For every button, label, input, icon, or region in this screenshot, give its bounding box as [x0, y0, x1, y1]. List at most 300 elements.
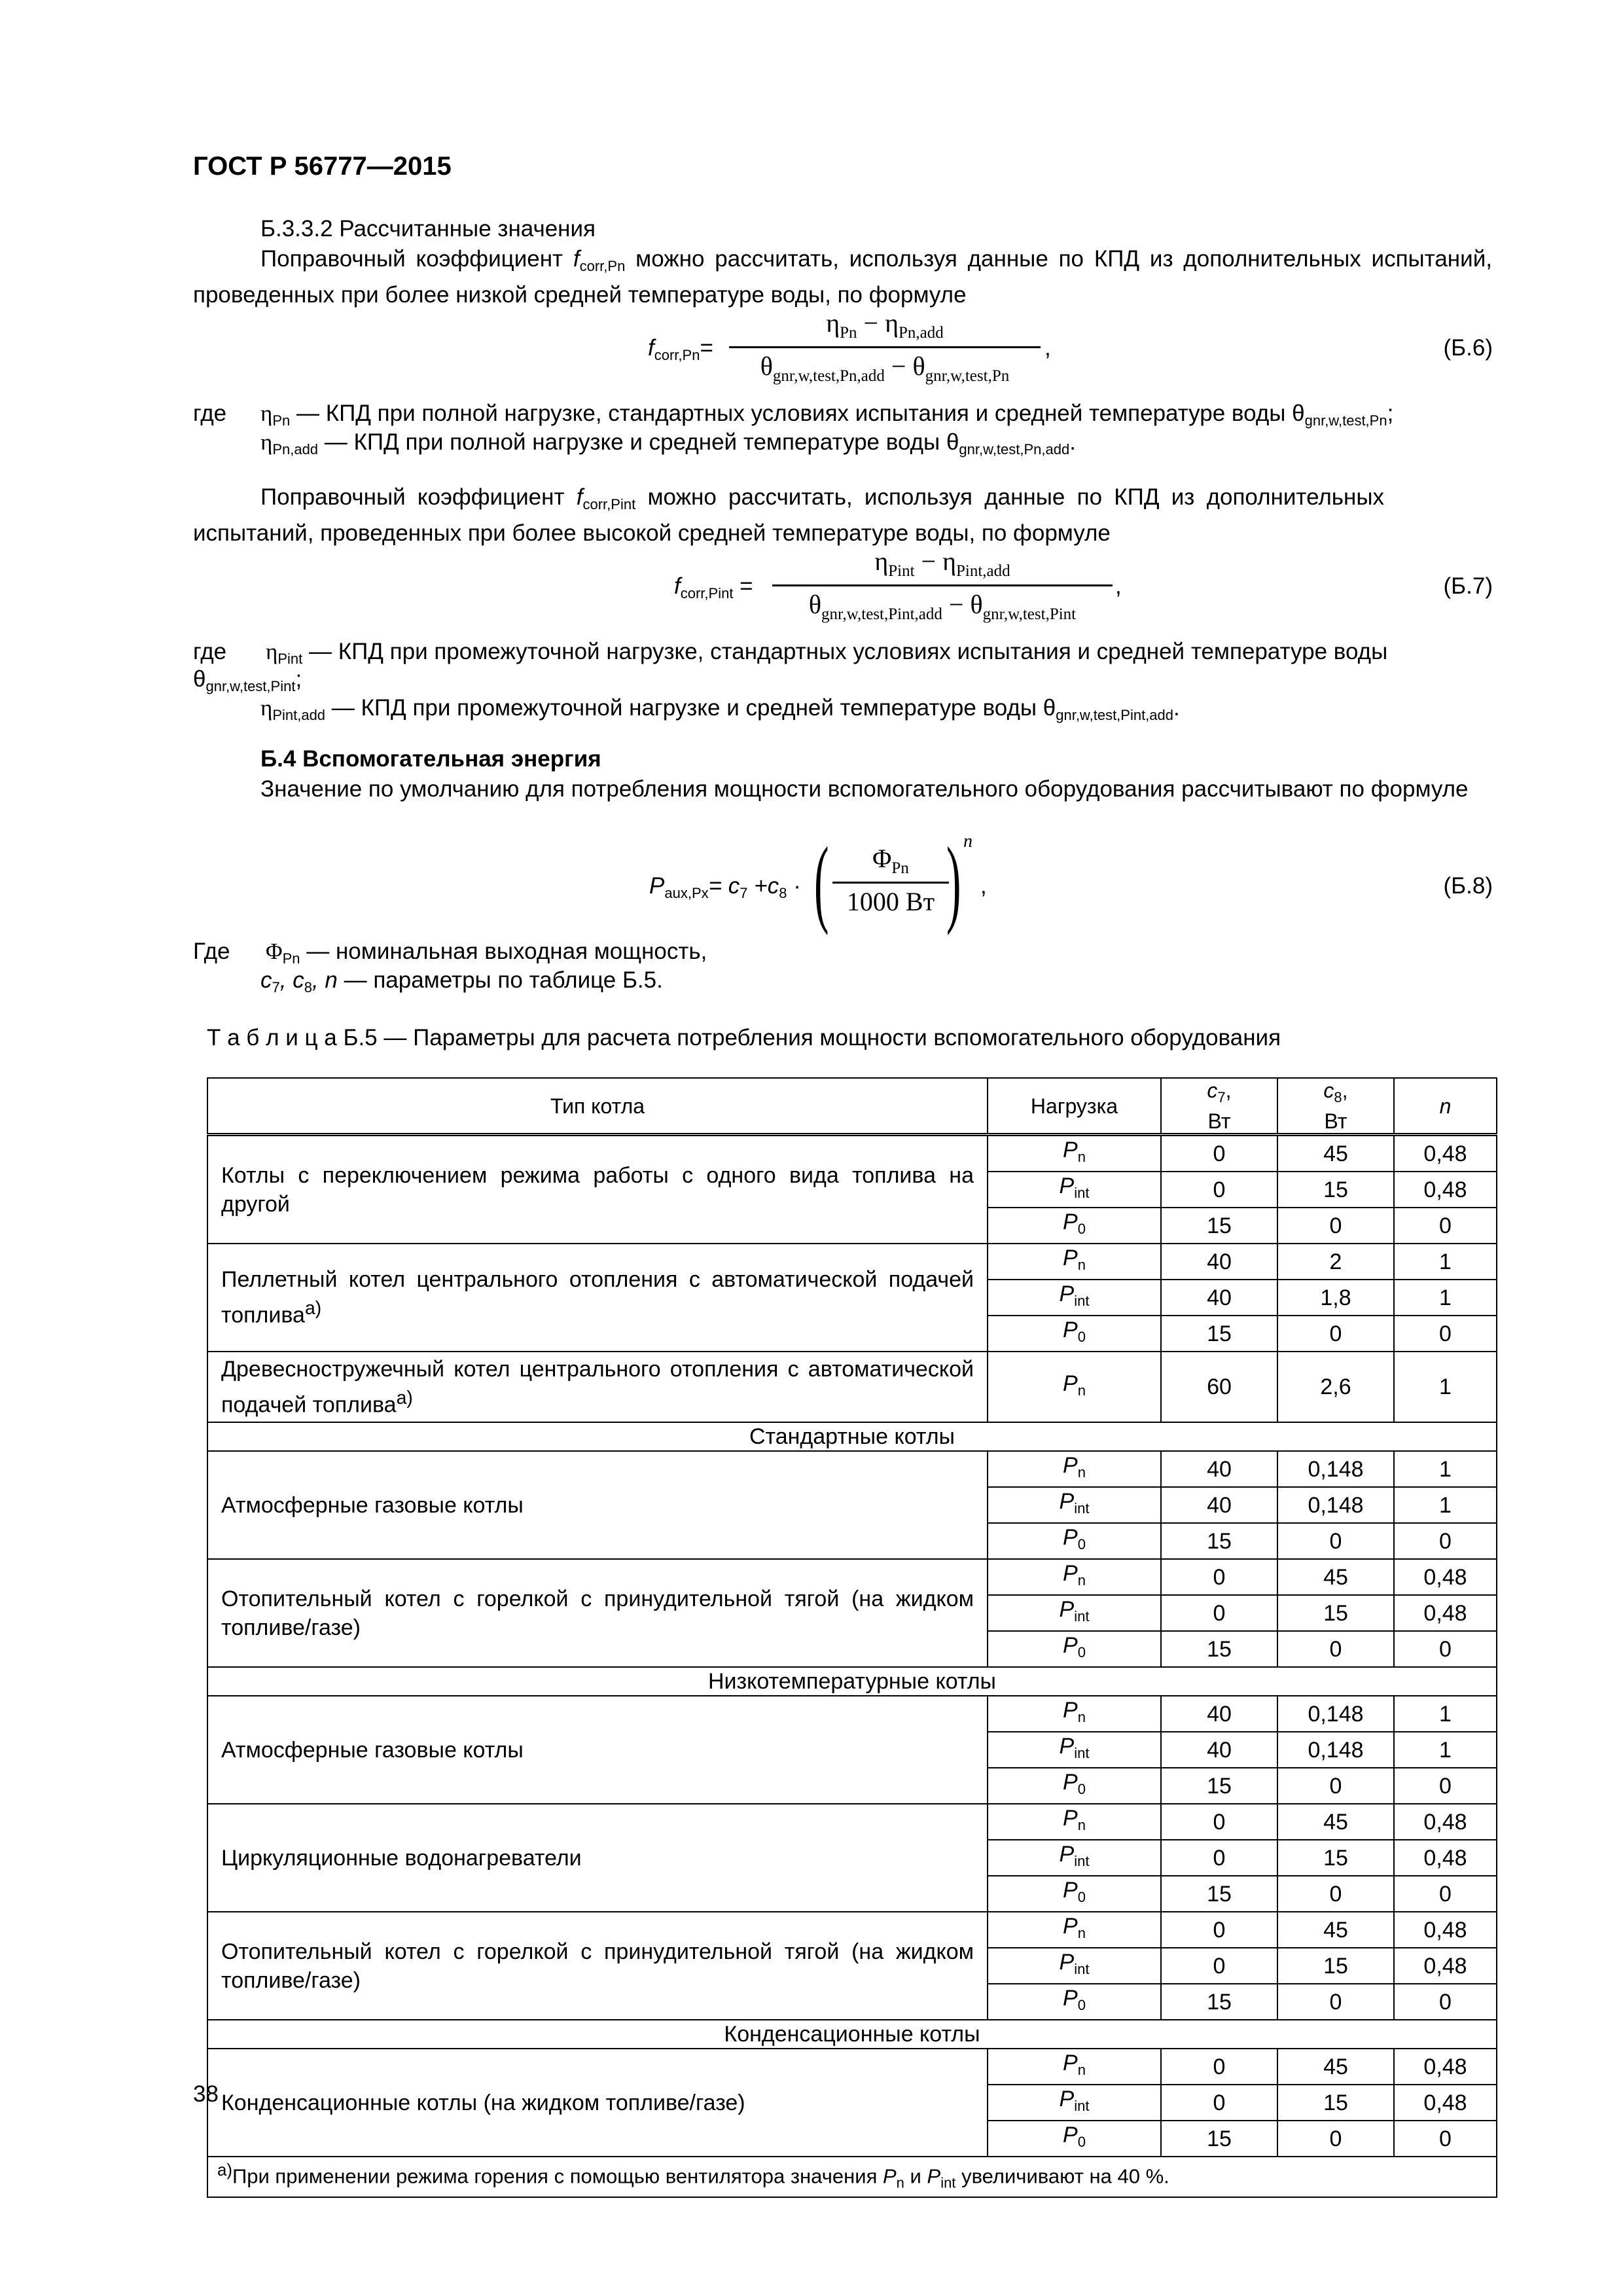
- table-row: [207, 1352, 1497, 1422]
- def1-sub: Pn: [272, 412, 291, 429]
- def4-symbol: η: [260, 695, 273, 721]
- load-cell: [988, 1451, 1161, 1487]
- def3-sub: Pint: [277, 651, 303, 667]
- c8-value: 0: [1277, 1523, 1394, 1559]
- c8-value: 45: [1277, 1912, 1394, 1948]
- c7-symbol: c: [1207, 1079, 1218, 1102]
- boiler-type-name: Отопительный котел с горелкой с принудительной тягой (на жидком топливе/газе): [221, 1939, 974, 1993]
- n-value: 0,48: [1394, 1135, 1497, 1172]
- load-symbol: P: [1059, 1842, 1075, 1867]
- c8-value: 0,148: [1277, 1732, 1394, 1768]
- c7-value: 0: [1161, 1948, 1277, 1984]
- load-subscript: n: [1077, 1464, 1086, 1481]
- para1-line2: испытаний, проведенных при более низкой средней температуре воды, по формуле: [193, 246, 1492, 308]
- load-subscript: int: [1074, 1853, 1090, 1870]
- boiler-type-cell: [207, 1352, 988, 1422]
- load-subscript: n: [1077, 1257, 1086, 1273]
- eq8-denominator: 1000 Вт: [832, 882, 949, 917]
- def4-tsub: gnr,w,test,Pint,add: [1056, 707, 1174, 723]
- load-symbol: P: [1063, 1633, 1078, 1659]
- para1-fsub: corr,Pn: [579, 258, 626, 274]
- c8-value: 0: [1277, 1876, 1394, 1912]
- load-cell: [988, 1732, 1161, 1768]
- load-symbol: P: [1059, 1282, 1075, 1306]
- c7-value: 15: [1161, 1876, 1277, 1912]
- load-subscript: int: [1074, 1293, 1090, 1309]
- c7-comma: ,: [1225, 1079, 1232, 1102]
- def4-text: — КПД при промежуточной нагрузке и средней температуре воды θ: [331, 695, 1056, 721]
- section-title: Низкотемпературные котлы: [207, 1667, 1497, 1696]
- eq7-fraction: [772, 546, 1113, 624]
- load-cell: [988, 1876, 1161, 1912]
- def-params-text: — параметры по таблице Б.5.: [344, 967, 663, 993]
- para1-text: Поправочный коэффициент: [260, 246, 563, 272]
- n-symbol: n: [1439, 1094, 1452, 1118]
- c7-value: 60: [1161, 1352, 1277, 1422]
- def4-sub: Pint,add: [272, 707, 326, 723]
- eq8-dot: ·: [793, 873, 801, 899]
- c8-value: 15: [1277, 1595, 1394, 1631]
- c8-value: 0: [1277, 1768, 1394, 1804]
- load-cell: [988, 1768, 1161, 1804]
- c7-value: 40: [1161, 1280, 1277, 1316]
- boiler-type-cell: [207, 2049, 988, 2157]
- def2-text: — КПД при полной нагрузке и средней температуре воды θ: [324, 429, 959, 455]
- load-subscript: 0: [1077, 1781, 1086, 1798]
- load-subscript: int: [1074, 1185, 1090, 1201]
- load-cell: [988, 1523, 1161, 1559]
- paragraph-fcorr-pint: [193, 483, 1384, 548]
- n-value: 0,48: [1394, 1804, 1497, 1840]
- load-cell: [988, 1316, 1161, 1352]
- def-phi-text: — номинальная выходная мощность,: [306, 939, 707, 964]
- paragraph-aux-power: [193, 775, 1492, 804]
- load-symbol: P: [1063, 1770, 1078, 1795]
- load-cell: [988, 2085, 1161, 2121]
- col-header-c7: [1161, 1078, 1277, 1135]
- c8-value: 15: [1277, 2085, 1394, 2121]
- load-subscript: 0: [1077, 1329, 1086, 1345]
- where-label-2: где: [193, 639, 227, 664]
- eq8-plus-c8: +c: [754, 873, 779, 899]
- col-header-n: [1394, 1078, 1497, 1135]
- eq8-exponent: n: [963, 831, 972, 852]
- col-header-load: Нагрузка: [988, 1078, 1161, 1135]
- load-cell: [988, 1172, 1161, 1208]
- footnote-text2: увеличивают на 40 %.: [961, 2164, 1169, 2188]
- eq8-right-paren: ): [946, 827, 961, 936]
- page-number: 38: [193, 2081, 219, 2107]
- load-subscript: 0: [1077, 1997, 1086, 2014]
- c7-value: 0: [1161, 1804, 1277, 1840]
- load-symbol: P: [1063, 1138, 1078, 1162]
- load-subscript: n: [1077, 1572, 1086, 1589]
- table-row: [207, 1135, 1497, 1172]
- n-value: 1: [1394, 1280, 1497, 1316]
- c8-symbol: c: [1323, 1079, 1334, 1102]
- c8-value: 45: [1277, 1135, 1394, 1172]
- load-symbol: P: [1063, 1246, 1078, 1270]
- footnote-text1: При применении режима горения с помощью вентилятора значения: [232, 2164, 878, 2188]
- where-label-3: Где: [193, 939, 230, 964]
- table-row: [207, 1559, 1497, 1595]
- load-cell: [988, 1352, 1161, 1422]
- col-header-c8: [1277, 1078, 1394, 1135]
- boiler-type-cell: [207, 1804, 988, 1912]
- table-row: [207, 1696, 1497, 1732]
- boiler-type-name: Атмосферные газовые котлы: [221, 1492, 524, 1518]
- footnote-P1-sub: n: [896, 2174, 904, 2191]
- eq6-f-sub: corr,Pn: [654, 347, 700, 363]
- load-subscript: int: [1074, 1500, 1090, 1517]
- def1-text: — КПД при полной нагрузке, стандартных условиях испытания и средней температуре воды θ: [296, 401, 1305, 426]
- para1-rest: можно рассчитать, используя данные по КПД из дополнительных: [635, 246, 1361, 272]
- load-cell: [988, 1559, 1161, 1595]
- eq6-f: f: [648, 335, 654, 361]
- section-title: Стандартные котлы: [207, 1422, 1497, 1451]
- load-symbol: P: [1063, 1698, 1078, 1723]
- load-symbol: P: [1063, 1986, 1078, 2011]
- c8-unit: Вт: [1324, 1109, 1347, 1133]
- table-caption: [207, 1025, 1281, 1051]
- para1-f: f: [573, 246, 580, 272]
- para2-f: f: [576, 484, 583, 510]
- section-title: Конденсационные котлы: [207, 2020, 1497, 2049]
- def3-symbol: η: [266, 639, 278, 664]
- eq6-number: (Б.6): [1443, 335, 1493, 361]
- c7-unit: Вт: [1207, 1109, 1231, 1133]
- eq6-numerator: $\eta_{Pn} - \eta_{Pn,add}$: [826, 308, 944, 342]
- eq6-lhs: [648, 335, 713, 364]
- c8-value: 0: [1277, 1631, 1394, 1667]
- load-symbol: P: [1063, 1806, 1078, 1831]
- n-value: 1: [1394, 1352, 1497, 1422]
- eq7-comma: ,: [1115, 573, 1122, 599]
- eq6-comma: ,: [1044, 335, 1051, 361]
- table-row: [207, 2049, 1497, 2085]
- eq8-fraction: [832, 843, 949, 917]
- para2-text: Поправочный коэффициент: [260, 484, 565, 510]
- n-value: 0,48: [1394, 1595, 1497, 1631]
- eq8-lhs: [649, 873, 801, 902]
- footnote-P1: P: [882, 2164, 897, 2188]
- eq8-left-paren: (: [814, 827, 829, 936]
- c8-value: 2,6: [1277, 1352, 1394, 1422]
- footnote-P2: P: [927, 2164, 941, 2188]
- paragraph-fcorr-pn: [193, 245, 1492, 310]
- load-symbol: P: [1063, 2051, 1078, 2076]
- section-row: [207, 1422, 1497, 1451]
- def-eta-pint: [266, 639, 1387, 668]
- load-cell: [988, 1487, 1161, 1523]
- c7-value: 0: [1161, 1172, 1277, 1208]
- boiler-type-name: Циркуляционные водонагреватели: [221, 1845, 582, 1871]
- load-cell: [988, 1984, 1161, 2020]
- load-symbol: P: [1059, 2087, 1075, 2112]
- n-value: 0,48: [1394, 1172, 1497, 1208]
- c8-sub: 8: [1334, 1089, 1342, 1105]
- load-subscript: 0: [1077, 1536, 1086, 1553]
- c7-value: 0: [1161, 1559, 1277, 1595]
- def1-end: ;: [1387, 401, 1394, 426]
- eq7-equals: =: [740, 573, 753, 599]
- boiler-type-cell: [207, 1244, 988, 1352]
- c8-value: 45: [1277, 1804, 1394, 1840]
- load-symbol: P: [1059, 1489, 1075, 1515]
- load-symbol: P: [1063, 1914, 1078, 1939]
- document-header: ГОСТ Р 56777—2015: [193, 152, 452, 181]
- c7-value: 40: [1161, 1451, 1277, 1487]
- eq7-f-sub: corr,Pint: [680, 585, 734, 601]
- def3-end: ;: [295, 666, 302, 692]
- table-footnote-row: [207, 2157, 1497, 2197]
- table-body: [207, 1135, 1497, 2157]
- n-value: 1: [1394, 1244, 1497, 1280]
- c7-value: 0: [1161, 1135, 1277, 1172]
- eq8-c8-sub: 8: [779, 885, 787, 901]
- load-subscript: n: [1077, 1149, 1086, 1165]
- load-subscript: 0: [1077, 1889, 1086, 1906]
- boiler-type-name: Котлы с переключением режима работы с одного вида топлива на другой: [221, 1162, 974, 1217]
- load-symbol: P: [1063, 1878, 1078, 1903]
- eq8-eq-c7: = c: [708, 873, 740, 899]
- load-subscript: n: [1077, 1925, 1086, 1942]
- boiler-type-cell: [207, 1135, 988, 1244]
- def-c8: , c: [279, 967, 304, 993]
- boiler-type-name: Отопительный котел с горелкой с принудительной тягой (на жидком топливе/газе): [221, 1586, 974, 1640]
- eq8-P: P: [649, 873, 665, 899]
- load-cell: [988, 1696, 1161, 1732]
- c7-value: 15: [1161, 1208, 1277, 1244]
- load-cell: [988, 2121, 1161, 2157]
- c7-value: 15: [1161, 1768, 1277, 1804]
- n-value: 1: [1394, 1732, 1497, 1768]
- c8-value: 15: [1277, 1948, 1394, 1984]
- c7-value: 40: [1161, 1487, 1277, 1523]
- c7-value: 15: [1161, 1631, 1277, 1667]
- footnote-ref: а): [304, 1298, 322, 1319]
- def2-tsub: gnr,w,test,Pn,add: [959, 441, 1070, 457]
- c7-value: 40: [1161, 1732, 1277, 1768]
- c8-value: 0: [1277, 2121, 1394, 2157]
- load-subscript: n: [1077, 1382, 1086, 1399]
- load-symbol: P: [1063, 1453, 1078, 1479]
- c8-value: 0,148: [1277, 1451, 1394, 1487]
- load-subscript: int: [1074, 1961, 1090, 1978]
- n-value: 0: [1394, 1984, 1497, 2020]
- footnote-ref: а): [396, 1388, 413, 1408]
- eq8-P-sub: aux,Px: [664, 885, 709, 901]
- c7-sub: 7: [1217, 1089, 1226, 1105]
- c8-value: 0,148: [1277, 1696, 1394, 1732]
- eq7-number: (Б.7): [1443, 573, 1493, 599]
- footnote-and: и: [910, 2164, 921, 2188]
- table-row: [207, 1912, 1497, 1948]
- load-subscript: int: [1074, 1745, 1090, 1762]
- load-symbol: P: [1059, 1597, 1075, 1623]
- table-row: [207, 1804, 1497, 1840]
- n-value: 0: [1394, 1768, 1497, 1804]
- def2-end: .: [1069, 429, 1076, 455]
- def-eta-pn-add: [260, 429, 1076, 458]
- boiler-type-cell: [207, 1912, 988, 2020]
- def-phi-pn: [266, 939, 707, 967]
- def-eta-pn: [260, 401, 1393, 429]
- n-value: 0,48: [1394, 2049, 1497, 2085]
- def3-theta: θ: [193, 666, 206, 692]
- n-value: 0,48: [1394, 1948, 1497, 1984]
- para2-fsub: corr,Pint: [582, 496, 636, 512]
- c8-value: 45: [1277, 1559, 1394, 1595]
- c8-value: 0: [1277, 1208, 1394, 1244]
- eq6-equals: =: [700, 335, 713, 361]
- c7-value: 15: [1161, 1984, 1277, 2020]
- load-cell: [988, 1840, 1161, 1876]
- table-row: [207, 1244, 1497, 1280]
- eq8-number: (Б.8): [1443, 873, 1493, 899]
- boiler-type-cell: [207, 1559, 988, 1667]
- table-row: [207, 1451, 1497, 1487]
- load-subscript: 0: [1077, 1221, 1086, 1237]
- where-label-1: где: [193, 401, 227, 426]
- n-value: 1: [1394, 1696, 1497, 1732]
- eq8-comma: ,: [980, 873, 987, 899]
- c7-value: 0: [1161, 2085, 1277, 2121]
- eq8-c7-sub: 7: [740, 885, 748, 901]
- def-c7-sub: 7: [272, 979, 280, 996]
- def-phi-symbol: Φ: [266, 939, 283, 964]
- b4-para-line2: формуле: [1370, 776, 1469, 802]
- def3-text: — КПД при промежуточной нагрузке, стандартных условиях испытания и средней температуре воды: [308, 639, 1388, 664]
- load-symbol: P: [1063, 1318, 1078, 1342]
- boiler-type-cell: [207, 1696, 988, 1804]
- def-phi-sub: Pn: [282, 950, 300, 967]
- b4-para-line1: Значение по умолчанию для потребления мощности вспомогательного оборудования рассчитывают по: [260, 776, 1364, 802]
- load-cell: [988, 1631, 1161, 1667]
- load-symbol: P: [1063, 1561, 1078, 1587]
- load-subscript: int: [1074, 1608, 1090, 1625]
- load-cell: [988, 1595, 1161, 1631]
- c7-value: 40: [1161, 1696, 1277, 1732]
- c8-value: 0: [1277, 1316, 1394, 1352]
- para2-rest: можно рассчитать, используя данные по КПД из дополнительных: [647, 484, 1385, 510]
- def2-symbol: η: [260, 429, 273, 455]
- def2-sub: Pn,add: [272, 441, 319, 457]
- c7-value: 0: [1161, 1912, 1277, 1948]
- c7-value: 0: [1161, 2049, 1277, 2085]
- n-value: 0: [1394, 1876, 1497, 1912]
- load-subscript: n: [1077, 2062, 1086, 2079]
- c7-value: 15: [1161, 2121, 1277, 2157]
- def3-tsub: gnr,w,test,Pint: [205, 678, 296, 694]
- c8-value: 1,8: [1277, 1280, 1394, 1316]
- def4-end: .: [1173, 695, 1180, 721]
- load-subscript: n: [1077, 1709, 1086, 1726]
- c8-value: 15: [1277, 1840, 1394, 1876]
- load-cell: [988, 1280, 1161, 1316]
- section-row: [207, 2020, 1497, 2049]
- c8-value: 45: [1277, 2049, 1394, 2085]
- load-symbol: P: [1063, 1210, 1078, 1234]
- eq7-denominator: $\theta_{gnr,w,test,Pint,add} - \theta_{gnr,w,test,Pint}$: [772, 584, 1113, 624]
- c8-value: 0,148: [1277, 1487, 1394, 1523]
- section-row: [207, 1667, 1497, 1696]
- n-value: 0: [1394, 2121, 1497, 2157]
- eq7-f: f: [674, 573, 681, 599]
- def1-symbol: η: [260, 401, 273, 426]
- eq7-lhs: [674, 573, 753, 602]
- boiler-type-cell: [207, 1451, 988, 1559]
- load-subscript: int: [1074, 2098, 1090, 2115]
- table-caption-text: Б.5 — Параметры для расчета потребления мощности вспомогательного оборудования: [343, 1025, 1281, 1050]
- n-value: 1: [1394, 1451, 1497, 1487]
- eq8-numerator: $\Phi_{Pn}$: [872, 844, 909, 877]
- load-symbol: P: [1063, 1525, 1078, 1551]
- c7-value: 15: [1161, 1523, 1277, 1559]
- load-cell: [988, 1135, 1161, 1172]
- boiler-type-name: Конденсационные котлы (на жидком топливе/газе): [221, 2090, 745, 2115]
- load-cell: [988, 1208, 1161, 1244]
- table-footnote: [207, 2157, 1497, 2197]
- load-symbol: P: [1059, 1734, 1075, 1759]
- def-c7: c: [260, 967, 272, 993]
- load-symbol: P: [1059, 1174, 1075, 1198]
- eq6-fraction: [729, 308, 1041, 386]
- n-value: 1: [1394, 1487, 1497, 1523]
- n-value: 0,48: [1394, 1912, 1497, 1948]
- boiler-type-name: Древесностружечный котел центрального отопления с автоматической подачей топлива: [221, 1357, 974, 1418]
- def-eta-pint-add: [260, 695, 1180, 724]
- footnote-P2-sub: int: [940, 2174, 956, 2191]
- def-c8-sub: 8: [304, 979, 312, 996]
- footnote-mark: а): [217, 2161, 232, 2180]
- n-value: 0: [1394, 1316, 1497, 1352]
- load-symbol: P: [1063, 2123, 1078, 2148]
- load-cell: [988, 1948, 1161, 1984]
- load-symbol: P: [1063, 1371, 1078, 1396]
- n-value: 0,48: [1394, 2085, 1497, 2121]
- n-value: 0,48: [1394, 1559, 1497, 1595]
- c8-value: 15: [1277, 1172, 1394, 1208]
- load-cell: [988, 2049, 1161, 2085]
- def-c7-c8-n: [260, 967, 663, 996]
- c8-value: 2: [1277, 1244, 1394, 1280]
- load-subscript: n: [1077, 1817, 1086, 1834]
- load-cell: [988, 1912, 1161, 1948]
- load-symbol: P: [1059, 1950, 1075, 1975]
- c7-value: 40: [1161, 1244, 1277, 1280]
- para2-line2: испытаний, проведенных при более высокой средней температуре воды, по формуле: [193, 520, 1111, 546]
- c7-value: 15: [1161, 1316, 1277, 1352]
- table-caption-prefix: Т а б л и ц а: [207, 1025, 337, 1050]
- eq7-numerator: $\eta_{Pint} - \eta_{Pint,add}$: [874, 547, 1010, 580]
- load-subscript: 0: [1077, 2134, 1086, 2151]
- n-value: 0,48: [1394, 1840, 1497, 1876]
- load-cell: [988, 1244, 1161, 1280]
- c8-value: 0: [1277, 1984, 1394, 2020]
- eq6-denominator: $\theta_{gnr,w,test,Pn,add} - \theta_{gnr,w,test,Pn}$: [729, 346, 1041, 386]
- n-value: 0: [1394, 1208, 1497, 1244]
- def-n: , n: [312, 967, 338, 993]
- c7-value: 0: [1161, 1840, 1277, 1876]
- def1-tsub: gnr,w,test,Pn: [1304, 412, 1387, 429]
- boiler-type-name: Пеллетный котел центрального отопления с автоматической подачей топлива: [221, 1267, 974, 1328]
- section-heading-b4: Б.4 Вспомогательная энергия: [260, 746, 601, 772]
- col-header-type: Тип котла: [207, 1078, 988, 1135]
- load-subscript: 0: [1077, 1644, 1086, 1661]
- n-value: 0: [1394, 1631, 1497, 1667]
- table-header-row: [207, 1078, 1497, 1135]
